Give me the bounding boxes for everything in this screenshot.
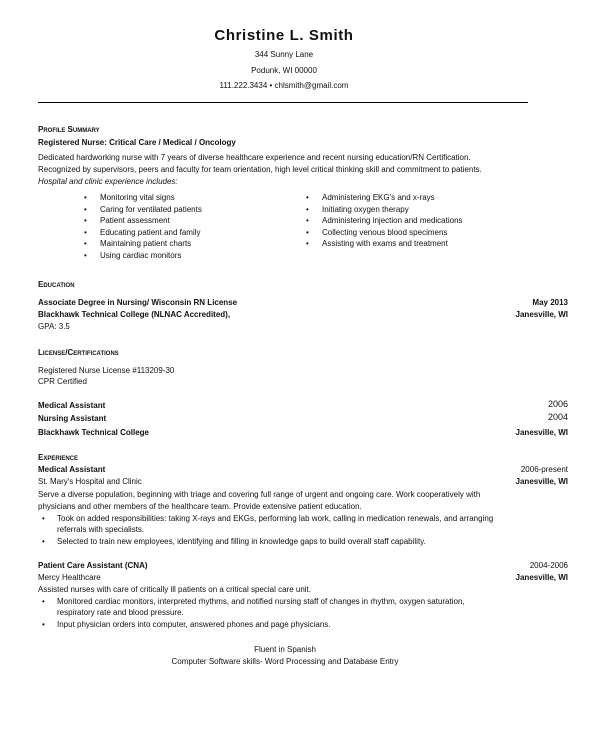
language-skill: Fluent in Spanish <box>254 645 316 654</box>
job2-title: Patient Care Assistant (CNA) <box>38 561 148 570</box>
profile-line-2: Recognized by supervisors, peers and faculty for team orientation, high level critical thinking skill and commitment to patients. <box>38 165 482 174</box>
list-item <box>38 597 570 618</box>
job1-desc-2: physicians and other members of the healthcare team. Provide extensive patient education. <box>38 502 362 511</box>
applicant-name: Christine L. Smith <box>214 27 354 44</box>
education-date: May 2013 <box>532 298 568 307</box>
cert-college-location: Janesville, WI <box>515 428 568 437</box>
job2-employer: Mercy Healthcare <box>38 573 101 582</box>
job1-desc-1: Serve a diverse population, beginning with triage and covering full range of urgent and ongoing care. Work cooperatively with <box>38 490 481 499</box>
computer-skill: Computer Software skills- Word Processing and Database Entry <box>171 657 399 666</box>
job1-bullet-1b: referrals with specialists. <box>57 524 145 534</box>
education-heading: Education <box>38 280 75 289</box>
job1-title: Medical Assistant <box>38 465 106 474</box>
profile-line-1: Dedicated hardworking nurse with 7 years of diverse healthcare experience and recent nursing education/RN Certification. <box>38 153 471 162</box>
experience-heading: Experience <box>38 453 79 462</box>
address-line-2: Podunk, WI 00000 <box>251 66 317 75</box>
job1-location: Janesville, WI <box>515 477 568 486</box>
list-item: • Administering EKG's and x-rays <box>306 192 463 204</box>
list-item: • Collecting venous blood specimens <box>306 227 463 239</box>
list-item: • Input physician orders into computer, answered phones and page physicians. <box>38 620 570 631</box>
job1-employer: St. Mary's Hospital and Clinic <box>38 477 142 486</box>
skills-list-left <box>84 192 202 262</box>
license-heading: License/Certifications <box>38 348 119 357</box>
education-gpa: GPA: 3.5 <box>38 322 70 331</box>
education-school: Blackhawk Technical College (NLNAC Accredited), <box>38 310 231 319</box>
address-line-1: 344 Sunny Lane <box>254 50 314 59</box>
job2-dates: 2004-2006 <box>529 561 568 570</box>
cert-nursing-assistant: Nursing Assistant <box>38 414 107 423</box>
job2-bullet-1a: Monitored cardiac monitors, interpreted rhythms, and notified nursing staff of changes in rhythm, oxygen saturation, <box>57 597 465 606</box>
list-item <box>38 514 570 535</box>
job1-bullets <box>38 514 570 548</box>
skills-list-right <box>306 192 463 250</box>
header-divider <box>38 102 528 103</box>
license-rn: Registered Nurse License #113209-30 <box>38 366 175 375</box>
education-location: Janesville, WI <box>515 310 568 319</box>
cert-medical-assistant: Medical Assistant <box>38 401 106 410</box>
job2-bullets <box>38 597 570 631</box>
license-cpr: CPR Certified <box>38 377 87 386</box>
list-item: • Patient assessment <box>84 215 202 227</box>
profile-summary-heading: Profile Summary <box>38 125 100 134</box>
cert-na-year: 2004 <box>547 412 568 422</box>
cert-college: Blackhawk Technical College <box>38 428 150 437</box>
list-item: • Caring for ventilated patients <box>84 204 202 216</box>
list-item: • Selected to train new employees, identifying and filling in knowledge gaps to build overall staff capability. <box>38 537 570 548</box>
list-item: • Initiating oxygen therapy <box>306 204 463 216</box>
profile-line-3: Hospital and clinic experience includes: <box>38 177 178 186</box>
list-item: • Monitoring vital signs <box>84 192 202 204</box>
list-item: • Maintaining patient charts <box>84 238 202 250</box>
list-item: • Assisting with exams and treatment <box>306 238 463 250</box>
list-item: • Using cardiac monitors <box>84 250 202 262</box>
job1-bullet-1a: Took on added responsibilities: taking X-rays and EKGs, performing lab work, calling in medication renewals, and arranging <box>57 514 494 523</box>
phone-email: 111.222.3434 • chlsmith@gmail.com <box>219 81 349 90</box>
job2-desc: Assisted nurses with care of critically ill patients on a critical special care unit. <box>38 585 311 594</box>
cert-ma-year: 2006 <box>547 399 568 409</box>
list-item: • Administering injection and medications <box>306 215 463 227</box>
job2-location: Janesville, WI <box>515 573 568 582</box>
list-item: • Educating patient and family <box>84 227 202 239</box>
job2-bullet-1b: respiratory rate and blood pressure. <box>57 607 184 617</box>
job1-dates: 2006-present <box>520 465 568 474</box>
profile-subtitle: Registered Nurse: Critical Care / Medical / Oncology <box>38 138 236 147</box>
education-degree: Associate Degree in Nursing/ Wisconsin RN License <box>38 298 238 307</box>
